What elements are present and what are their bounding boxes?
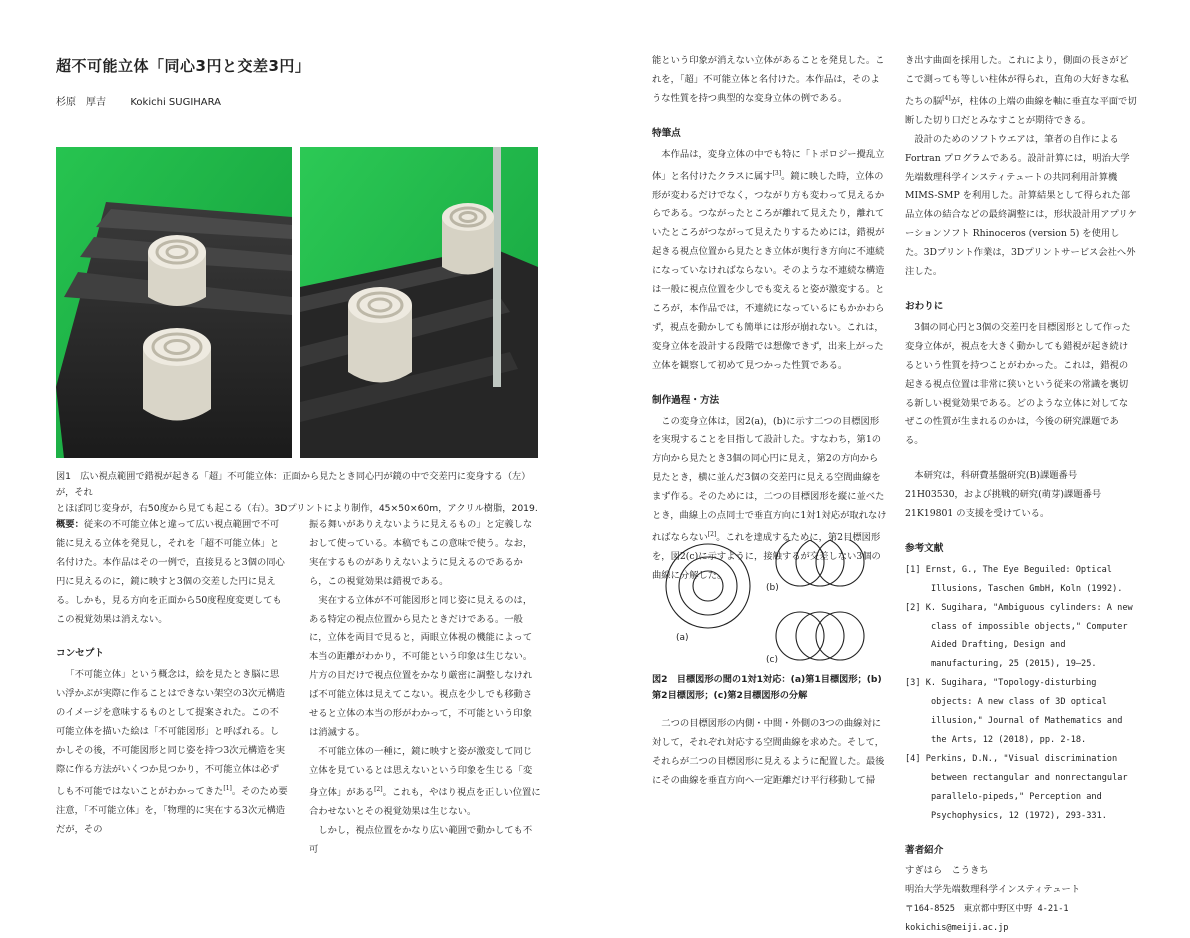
reference-number: [4]	[905, 753, 921, 764]
left-page	[0, 0, 595, 855]
figure2-diagram	[652, 540, 887, 670]
feature-paragraph: 本作品は，変身立体の中でも特に「トポロジー攪乱立体」と名付けたクラスに属す	[652, 148, 885, 182]
left-column-2	[309, 516, 541, 859]
software-paragraph: 設計のためのソフトウエアは，筆者の自作による Fortran プログラムである。設計計算には，明治大学先端数理科学インスティテュートの共同利用計算機 MIMS-SMP を利用した。計算結果として得られた部品立体の結合などの最終調整には，形状設計用アプリケーションソフト Rhinoceros (version 5) を使用した。3Dプリント作業は，3Dプリントサービス会社へ外注した。	[905, 133, 1137, 278]
reference-text: K. Sugihara, "Ambiguous cylinders: A new class of impossible objects," Computer Aided Drafting, Design and manufacturing, 25 (2015), 19―25.	[925, 602, 1133, 670]
reference-text: Perkins, D.N., "Visual discrimination between rectangular and nonrectangular parallelo-pipeds," Perception and Psychophysics, 12 (1972), 293-331.	[925, 753, 1128, 821]
abstract-text: 従来の不可能立体と違って広い視点範囲で不可能に見える立体を発見し，それを「超不可能立体」と名付けた。本作品はその一例で，直接見ると3個の同心円に見えるのに，鏡に映すと3個の交差した円に見える。しかも，見る方向を正面から50度程度変更してもこの視覚効果は消えない。	[56, 519, 285, 625]
feature-heading: 特筆点	[652, 127, 681, 139]
closing-paragraph: 3個の同心円と3個の交差円を目標図形として作った変身立体が，視点を大きく動かしても錯視が起き続けるという性質を持つことがわかった。これは，錯視の起きる視点位置は非常に狭いという従来の常識を裏切る新しい視覚効果である。どのような立体に対してなぜこの性質が生まれるのかは，今後の研究課題である。	[905, 321, 1131, 447]
concentric-cylinder-50deg	[348, 287, 412, 383]
bio-affiliation: 明治大学先端数理科学インスティテュート	[905, 884, 1081, 896]
figure1-caption	[56, 469, 541, 517]
method-heading: 制作過程・方法	[652, 394, 720, 406]
reference-text: Ernst, G., The Eye Beguiled: Optical Illusions, Taschen GmbH, Koln (1992).	[925, 564, 1123, 594]
reference-item	[905, 674, 1137, 750]
bio-address: 〒164-8525 東京都中野区中野 4-21-1	[905, 904, 1069, 915]
figure1-caption-line1: 図1 広い視点範囲で錯視が起きる「超」不可能立体：正面から見たとき同心円が鏡の中で交差円に変身する（左）が，それ	[56, 471, 531, 498]
right-column-1-bottom	[652, 715, 887, 791]
references-heading: 参考文献	[905, 542, 944, 554]
sweep-paragraph: き出す曲面を採用した。これにより，側面の長さがどこで測っても等しい柱体が得られ，直角の大好きな私たちの脳	[905, 55, 1129, 107]
however-paragraph: しかし，視点位置をかなり広い範囲で動かしても不可	[309, 824, 533, 855]
crossing-cylinder-reflection	[442, 203, 494, 275]
figure2-caption: 図2 目標図形の間の1対1対応：(a)第1目標図形；(b)第2目標図形；(c)第2目標図形の分解	[652, 674, 882, 701]
figure1-caption-line2: とほぼ同じ変身が，右50度から見ても起こる（右）。3Dプリントにより制作，45×50×60m，アクリル樹脂，2019.	[56, 503, 538, 514]
method-paragraph: この変身立体は，図2(a)，(b)に示す二つの目標図形を実現することを目指して設計した。すなわち，第1の方向から見たとき3個の同心円に見え，第2の方向から見たとき，横に並んだ3個の交差円に見える空間曲線をまず作る。そのためには，二つの目標図形を縦に並べたとき，曲線上の点同士で垂直方向に1対1対応が取れなければならない	[652, 415, 887, 544]
label-c: (c)	[766, 655, 778, 665]
concentric-cylinder-upper	[148, 235, 206, 306]
author-name-ja: 杉原 厚吉	[56, 97, 106, 108]
reference-number: [2]	[905, 602, 921, 613]
reference-number: [1]	[905, 564, 921, 575]
author-name-en: Kokichi SUGIHARA	[130, 97, 222, 108]
concentric-cylinder-lower	[143, 328, 211, 421]
target-figure-c	[776, 612, 864, 660]
method-paragraph-tail: 。これを達成するために，第2目標図形を，図2(c)に示すように，接触するが交差しない3個の曲線に分解した。	[652, 532, 881, 581]
reference-item	[905, 561, 1137, 599]
figure1-photo-50deg-view	[300, 147, 538, 458]
author-line	[56, 93, 221, 108]
definition-paragraph: 振る舞いがありえないように見えるもの」と定義しなおして使っている。本稿でもこの意味で使う。なお，実在するものがありえないように見えるのであるから，この視覚効果は錯視である。	[309, 519, 533, 587]
figure1-photo-front-view	[56, 147, 292, 458]
reference-number: [3]	[905, 678, 921, 689]
transform-paragraph: 不可能立体の一種に，鏡に映すと姿が激変して同じ立体を見ているとは思えないという印象を生じる「変身立体」がある	[309, 745, 533, 798]
reference-item	[905, 599, 1137, 675]
citation-2: [2]	[374, 785, 383, 793]
transform-paragraph-tail: 。これも，やはり視点を正しい位置に合わせないとその視覚効果は生じない。	[309, 786, 541, 817]
curve-paragraph: 二つの目標図形の内側・中間・外側の3つの曲線対に対して，それぞれ対応する空間曲線を求めた。そして，それらが二つの目標図形に見えるように配置した。最後にその曲線を垂直方向へ一定距離だけ平行移動して掃	[652, 718, 885, 786]
reference-text: K. Sugihara, "Topology-disturbing objects: A new class of 3D optical illusion," Journal of Mathematics and the Arts, 12 (2018), pp. 2-18.	[925, 678, 1123, 745]
label-a: (a)	[676, 633, 689, 643]
target-figure-a	[666, 544, 750, 628]
right-column-2	[905, 52, 1137, 938]
sweep-paragraph-tail: が，柱体の上端の曲線を軸に垂直な平面で切断した切り口だとみなすことが期待できる。	[905, 95, 1137, 126]
left-column-1	[56, 516, 288, 840]
acknowledgment: 本研究は，科研費基盤研究(B)課題番号 21H03530，および挑戦的研究(萌芽)課題番号 21K19801 の支援を受けている。	[905, 470, 1102, 520]
bio-kana: すぎはら こうきち	[905, 865, 989, 877]
intro-continued: 能という印象が消えない立体があることを発見した。これを，「超」不可能立体と名付けた。本作品は，そのような性質を持つ典型的な変身立体の例である。	[652, 55, 885, 104]
right-column-1	[652, 52, 887, 586]
citation-2b: [2]	[707, 530, 717, 538]
reference-list	[905, 561, 1137, 826]
concept-paragraph: 「不可能立体」という概念は，絵を見たとき脳に思い浮かぶが実際に作ることはできない架空の3次元構造のイメージを意味するものとして提案された。この不可能立体を描いた絵は「不可能図形」と呼ばれる。しかしその後，不可能図形と同じ姿を持つ3次元構造を実際に作る方法がいくつか見つかり，不可能立体は必ずしも不可能ではないことがわかってきた	[56, 669, 286, 797]
viewpoint-paragraph: 実在する立体が不可能図形と同じ姿に見えるのは，ある特定の視点位置から見たときだけである。一般に，立体を両目で見ると，両眼立体視の機能によって本当の距離がわかり，不可能という印象は生じない。片方の目だけで視点位置をかなり厳密に調整しなければ不可能立体は見えてこない。視点を少しでも移動させると立体の本当の形がわかって，不可能という印象は消滅する。	[309, 594, 533, 738]
closing-heading: おわりに	[905, 300, 944, 312]
abstract-label: 概要：	[56, 519, 84, 530]
concept-heading: コンセプト	[56, 648, 104, 660]
label-b: (b)	[766, 583, 779, 593]
author-bio-heading: 著者紹介	[905, 844, 944, 856]
citation-4: [4]	[942, 94, 951, 102]
citation-3: [3]	[772, 169, 782, 177]
article-title: 超不可能立体「同心3円と交差3円」	[56, 57, 311, 75]
target-figure-b	[776, 540, 864, 586]
citation-1: [1]	[223, 784, 232, 792]
bio-email: kokichis@meiji.ac.jp	[905, 923, 1009, 934]
feature-paragraph-tail: 。鏡に映した時，立体の形が変わるだけでなく，つながり方も変わって見えるからである。つながったところが離れて見えたり，離れていたところがつながって見えたりするためには，錯視が起きる視点位置から見たとき立体が奥行き方向に不連続になっていなければならない。そのような不連続な構造は一般に視点位置を少しでも変えると姿が激変する。ところが，本作品では，不連続になっているにもかかわらず，視点を動かしても簡単には形が崩れない。これは，変身立体を設計する段階では想像できず，出来上がった立体を観察して初めて見つかった性質である。	[652, 170, 885, 371]
concept-paragraph-tail: 。そのため要注意，「不可能立体」を，「物理的に実在する3次元構造だが，その	[56, 785, 288, 835]
reference-item	[905, 750, 1137, 826]
